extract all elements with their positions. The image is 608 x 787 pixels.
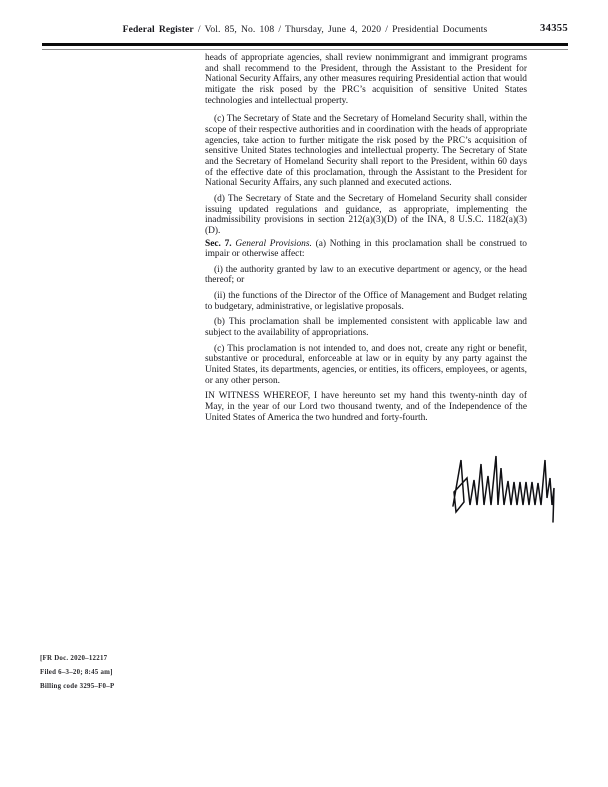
issue-info: / Vol. 85, No. 108 / Thursday, June 4, 2020 / Presidential Documents — [197, 24, 488, 35]
header-rule-thin — [42, 49, 568, 51]
filing-notes — [40, 652, 200, 694]
paragraph-witness: IN WITNESS WHEREOF, I have hereunto set my hand this twenty-ninth day of May, in the year of our Lord two thousand twenty, and of the Independence of the United States of America the two hundred and forty-fourth. — [205, 391, 527, 423]
paragraph-c: (c) The Secretary of State and the Secretary of Homeland Security shall, within the scope of their respective authorities and in coordination with the heads of appropriate agencies, take action to further mitigate the risk posed by the PRC’s acquisition of sensitive United States technologies and intellectual property. The Secretary of State and the Secretary of Homeland Security shall report to the President, within 60 days of the effective date of this proclamation, through the Assistant to the President for National Security Affairs, any such planned and executed actions. — [205, 114, 527, 189]
fr-doc-filed: Filed 6–3–20; 8:45 am] — [40, 669, 113, 676]
section-number: Sec. 7. — [205, 238, 232, 249]
paragraph-d: (d) The Secretary of State and the Secretary of Homeland Security shall consider issuing updated regulations and guidance, as appropriate, implementing the inadmissibility provisions in section 212(a)(3)(D) of the INA, 8 U.S.C. 1182(a)(3)(D). — [205, 193, 527, 236]
paragraph-sec7 — [205, 239, 527, 260]
paragraph-b: (b) This proclamation shall be implemented consistent with applicable law and subject to the availability of appropriations. — [205, 317, 527, 339]
journal-title: Federal Register — [122, 24, 194, 35]
document-body — [205, 53, 527, 423]
fr-doc-number: [FR Doc. 2020–12217 — [40, 655, 108, 662]
page-header — [42, 24, 568, 40]
paragraph-ii: (ii) the functions of the Director of the Office of Management and Budget relating to budgetary, administrative, or legislative proposals. — [205, 291, 527, 312]
running-head — [42, 24, 568, 35]
section-title: General Provisions. — [231, 238, 312, 249]
section-text: (a) Nothing in this proclamation shall be construed to impair or otherwise affect: — [205, 238, 527, 260]
page-number: 34355 — [540, 23, 568, 34]
paragraph-continuation: heads of appropriate agencies, shall review nonimmigrant and immigrant programs and shall recommend to the President, through the Assistant to the President for National Security Affairs, any other measures requiring Presidential action that would mitigate the risk posed by the PRC’s acquisition of sensitive United States technologies and intellectual property. — [205, 53, 527, 106]
signature-handwriting-icon — [450, 450, 570, 538]
header-rule-thick — [42, 43, 568, 46]
presidential-signature-image — [450, 450, 570, 538]
billing-code: Billing code 3295–F0–P — [40, 683, 115, 690]
paragraph-i: (i) the authority granted by law to an executive department or agency, or the head thereof; or — [205, 264, 527, 286]
paragraph-c2: (c) This proclamation is not intended to, and does not, create any right or benefit, substantive or procedural, enforceable at law or in equity by any party against the United States, its departments, agencies, or entities, its officers, employees, or agents, or any other person. — [205, 343, 527, 386]
